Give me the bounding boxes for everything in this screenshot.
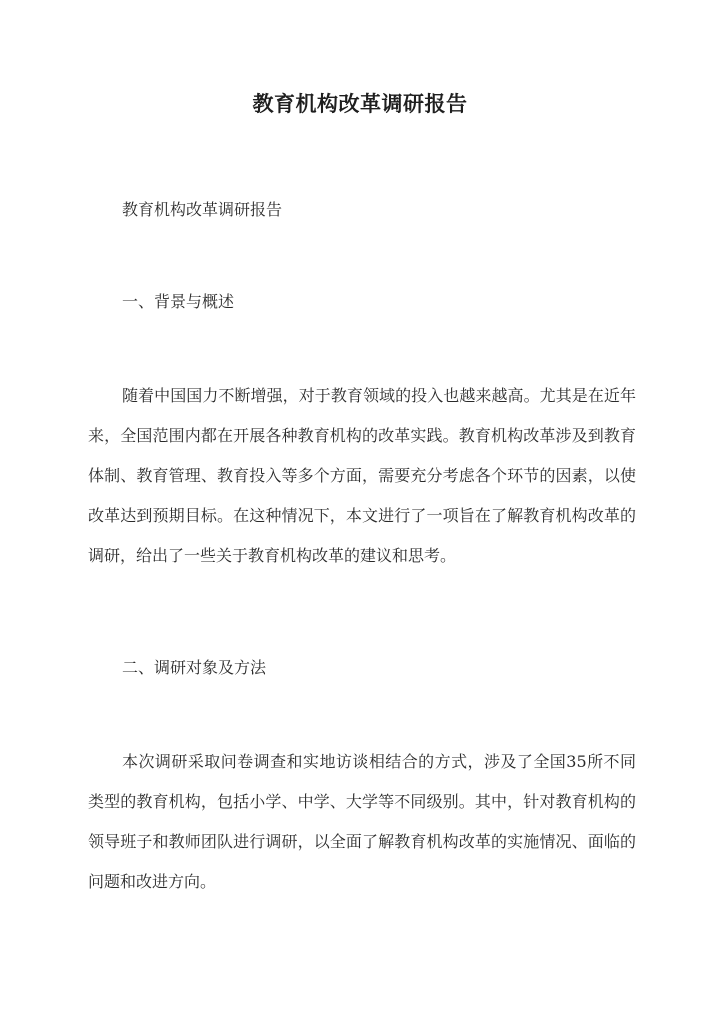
section-heading-method: 二、调研对象及方法 — [122, 658, 267, 677]
section-paragraph-background: 随着中国国力不断增强，对于教育领域的投入也越来越高。尤其是在近年来，全国范围内都在开展各种教育机构的改革实践。教育机构改革涉及到教育体制、教育管理、教育投入等多个方面，需要充分考虑各个环节的因素，以使改革达到预期目标。在这种情况下，本文进行了一项旨在了解教育机构改革的调研，给出了一些关于教育机构改革的建议和思考。 — [88, 386, 636, 565]
document-title: 教育机构改革调研报告 — [252, 91, 468, 116]
section-paragraph-method: 本次调研采取问卷调查和实地访谈相结合的方式，涉及了全国35所不同类型的教育机构，包括小学、中学、大学等不同级别。其中，针对教育机构的领导班子和教师团队进行调研，以全面了解教育机构改革的实施情况、面临的问题和改进方向。 — [88, 752, 636, 891]
document-subtitle: 教育机构改革调研报告 — [122, 200, 283, 219]
section-heading-background: 一、背景与概述 — [122, 292, 235, 311]
